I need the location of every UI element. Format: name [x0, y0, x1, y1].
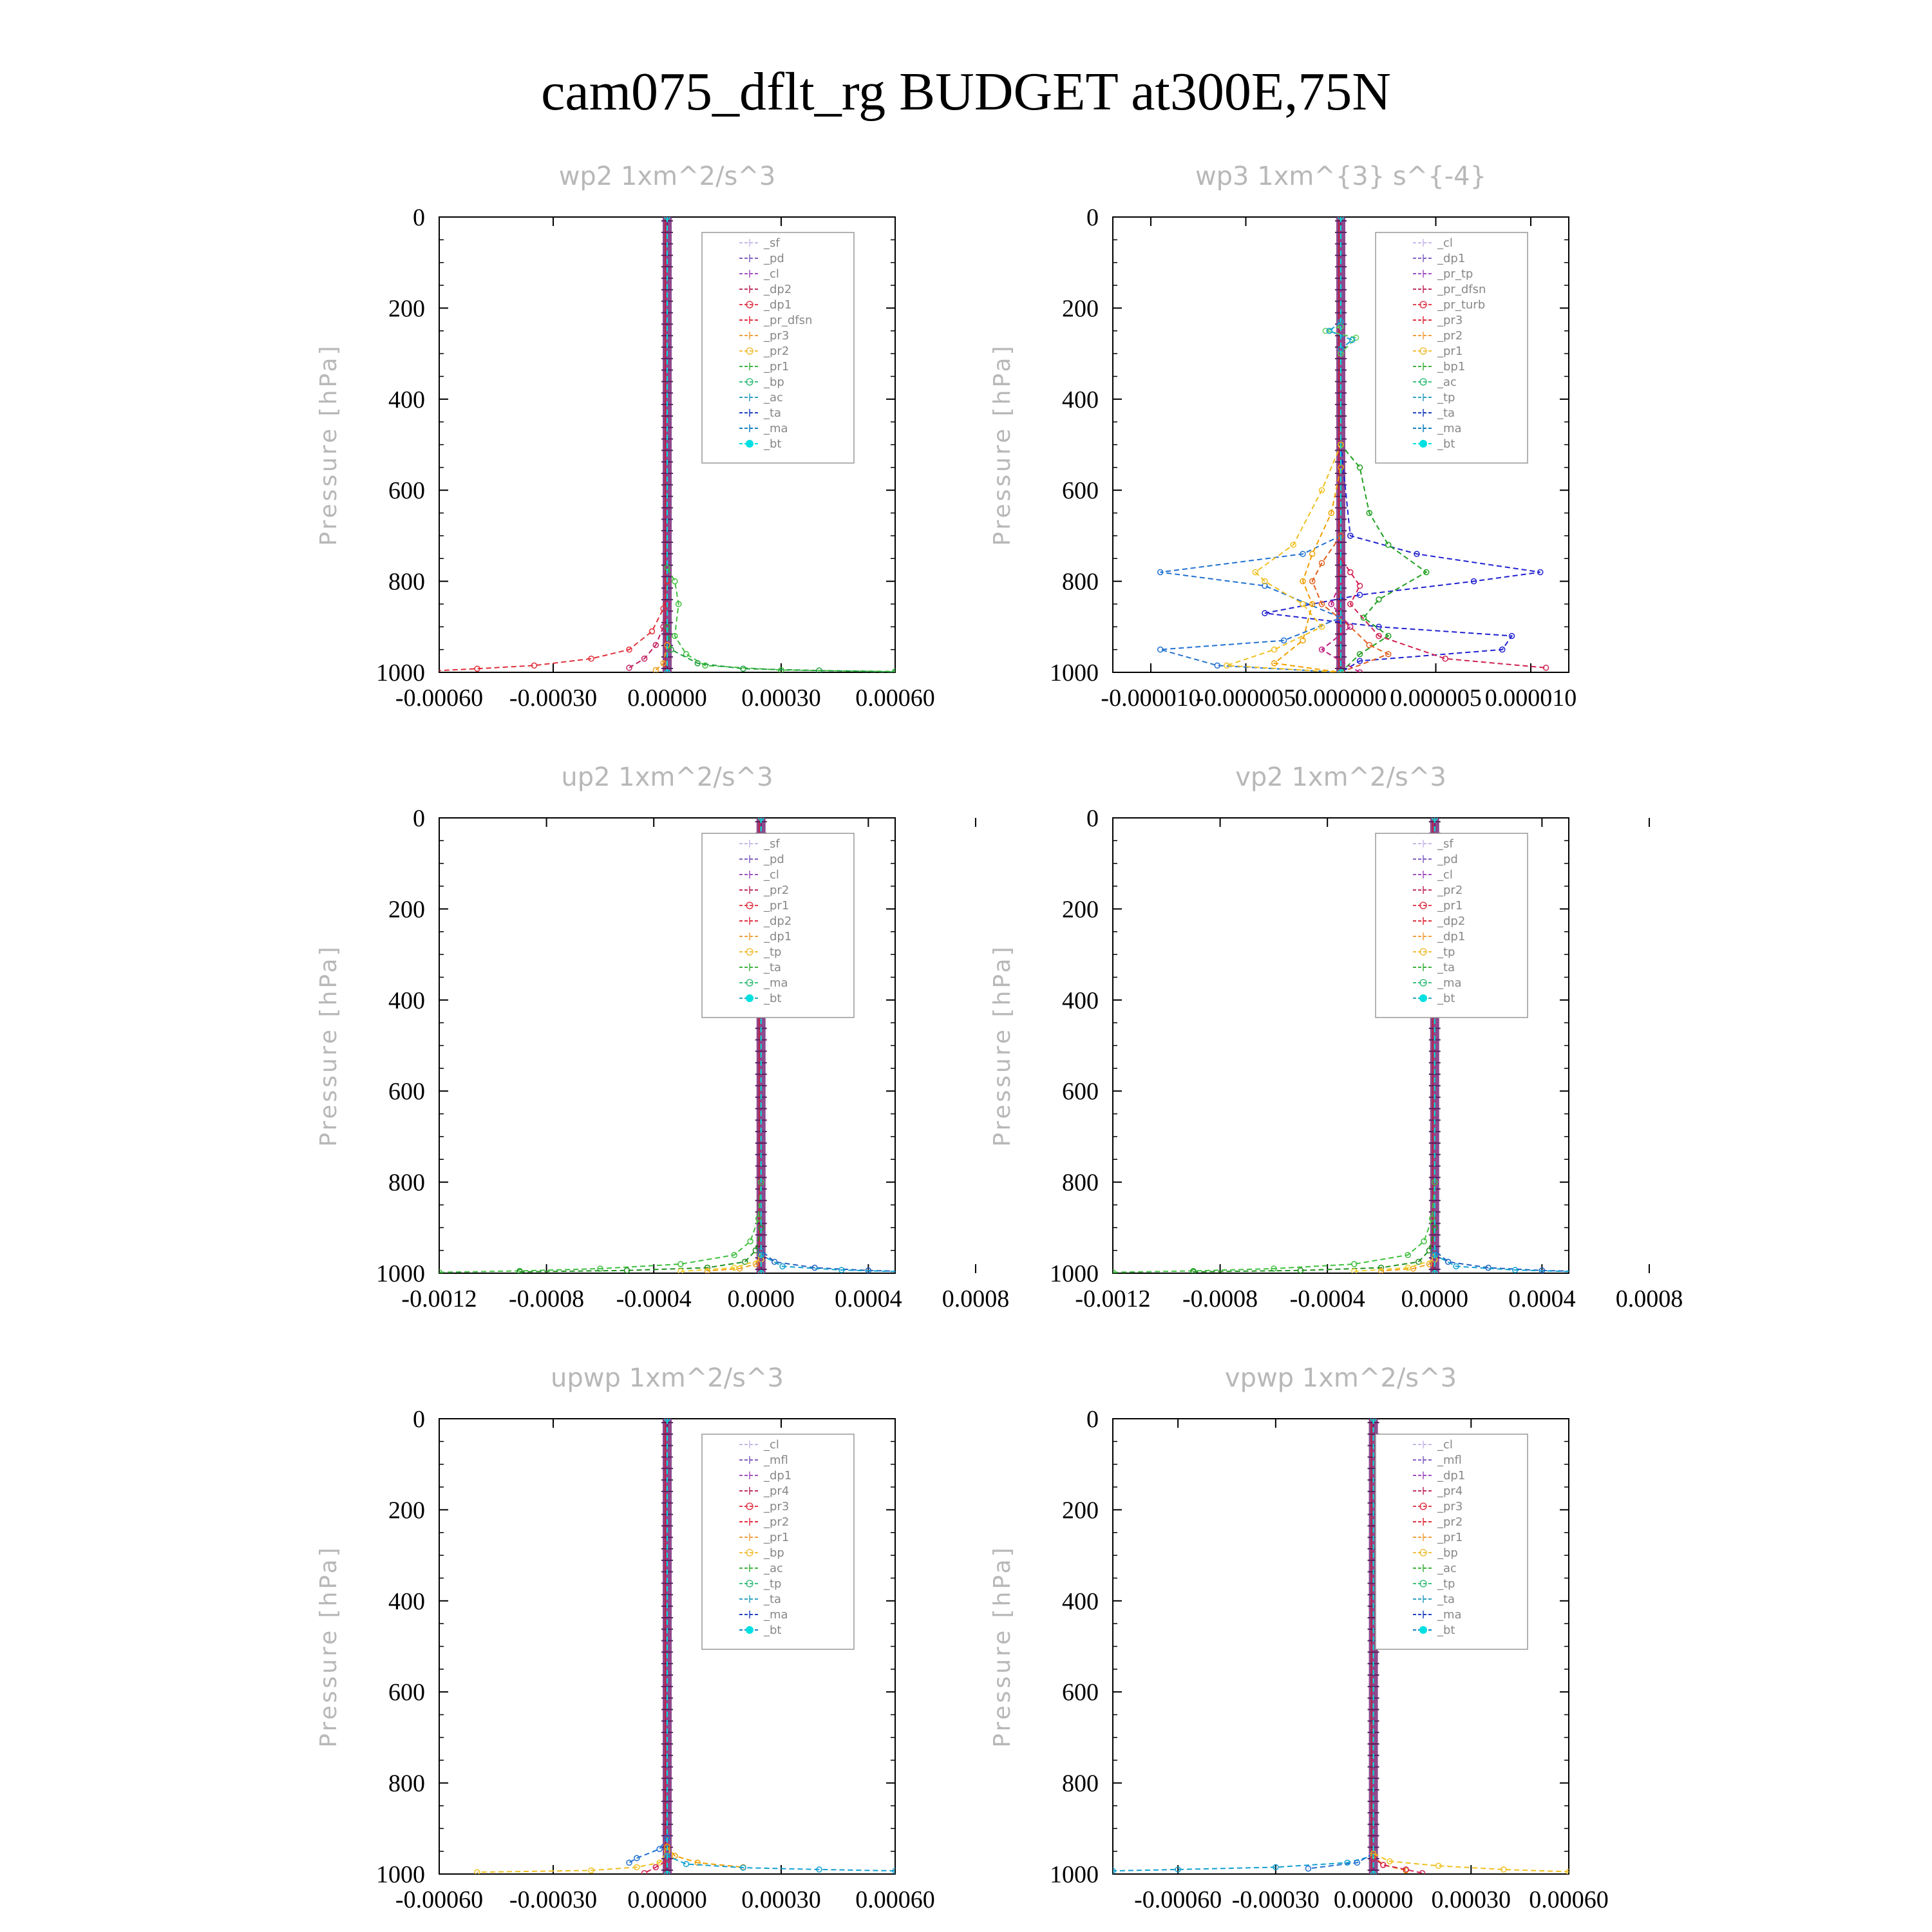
- legend-entry: _bt: [1437, 1624, 1455, 1637]
- x-tick-label: -0.0004: [1289, 1285, 1365, 1312]
- panel-title: wp3 1xm^{3} s^{-4}: [1195, 162, 1487, 191]
- y-tick-label: 0: [413, 805, 425, 832]
- y-tick-label: 200: [1062, 896, 1099, 923]
- x-tick-label: -0.000005: [1195, 685, 1296, 712]
- y-tick-label: 400: [1062, 1587, 1099, 1615]
- x-tick-label: 0.00030: [1431, 1886, 1511, 1913]
- legend-entry: _pr1: [764, 360, 790, 374]
- legend-entry: _bp1: [1437, 360, 1466, 374]
- legend-marker: [1419, 994, 1427, 1002]
- x-tick-label: 0.0004: [835, 1285, 902, 1312]
- legend-entry: _pr1: [764, 899, 790, 913]
- y-tick-label: 0: [413, 204, 425, 231]
- legend-entry: _bp: [1437, 1546, 1458, 1560]
- x-tick-label: -0.00060: [395, 1886, 484, 1913]
- y-tick-label: 200: [1062, 295, 1099, 323]
- series-point-ma: [1593, 1270, 1598, 1275]
- legend-entry: _pr3: [764, 1500, 790, 1513]
- y-tick-label: 1000: [1050, 659, 1099, 687]
- y-tick-label: 200: [1062, 1497, 1099, 1524]
- legend-entry: _ac: [1437, 375, 1457, 389]
- y-tick-label: 600: [1062, 477, 1099, 505]
- legend-entry: _dp1: [1437, 930, 1466, 943]
- legend-entry: _pr4: [764, 1484, 790, 1498]
- series-line-pr1: [1227, 217, 1341, 672]
- y-axis-label: Pressure [hPa]: [316, 343, 342, 546]
- legend-entry: _ta: [764, 1593, 782, 1606]
- y-tick-label: 800: [388, 1169, 425, 1197]
- series-point-pr1: [1272, 647, 1277, 652]
- y-tick-label: 1000: [376, 1260, 425, 1287]
- series-point-pr1: [1300, 601, 1305, 607]
- figure-title: cam075_dflt_rg BUDGET at300E,75N: [541, 62, 1391, 122]
- legend-entry: _tp: [764, 1577, 782, 1591]
- x-tick-label: -0.0004: [616, 1285, 692, 1312]
- x-tick-label: 0.00000: [627, 1886, 707, 1913]
- legend-entry: _pr2: [764, 884, 790, 897]
- y-tick-label: 400: [388, 987, 425, 1014]
- legend-entry: _pr1: [1437, 899, 1463, 913]
- legend-entry: _ac: [1437, 1562, 1457, 1575]
- legend-entry: _tp: [1437, 945, 1455, 959]
- legend-entry: _cl: [764, 1438, 779, 1452]
- legend-entry: _pd: [764, 853, 784, 866]
- y-tick-label: 0: [413, 1406, 425, 1433]
- legend-entry: _ac: [764, 391, 783, 404]
- x-tick-label: 0.000000: [1294, 685, 1387, 712]
- x-tick-label: -0.0008: [509, 1285, 585, 1312]
- x-tick-label: -0.000010: [1101, 685, 1201, 712]
- legend-entry: _ta: [764, 961, 782, 974]
- legend-entry: _pr1: [764, 1531, 790, 1544]
- series-point-tp: [657, 1846, 662, 1852]
- y-tick-label: 1000: [1050, 1260, 1099, 1287]
- series-point-tp: [627, 1860, 632, 1865]
- y-tick-label: 200: [388, 1497, 425, 1524]
- y-tick-label: 800: [1062, 568, 1099, 596]
- legend-entry: _ma: [1437, 1608, 1462, 1622]
- legend-entry: _bt: [764, 437, 782, 451]
- legend-entry: _ma: [764, 976, 788, 990]
- series-point-ma: [920, 1270, 925, 1275]
- chart-panel-5: [316, 1363, 935, 1913]
- series-point-bp1: [1376, 597, 1381, 602]
- series-line-pr2: [477, 1419, 667, 1872]
- legend-entry: _ac: [764, 1562, 783, 1575]
- y-tick-label: 0: [1086, 805, 1099, 832]
- chart-panel-6: [989, 1363, 1609, 1913]
- legend-entry: _dp1: [764, 298, 792, 312]
- chart-panel-1: [316, 162, 935, 712]
- legend-entry: _pr_tp: [1437, 267, 1473, 281]
- legend-entry: _pd: [764, 252, 784, 265]
- legend-entry: _tp: [1437, 391, 1455, 404]
- legend-marker: [1419, 440, 1427, 448]
- x-tick-label: -0.0012: [1075, 1285, 1151, 1312]
- y-tick-label: 1000: [376, 1861, 425, 1888]
- legend-entry: _dp2: [764, 914, 792, 928]
- series-point-pr3: [1367, 643, 1372, 648]
- y-tick-label: 600: [1062, 1679, 1099, 1707]
- legend-marker: [746, 994, 753, 1002]
- x-tick-label: -0.00030: [509, 685, 598, 712]
- legend-entry: _dp1: [764, 1469, 792, 1482]
- series-point-pr_dfsn: [1348, 624, 1353, 629]
- legend-entry: _bp: [764, 1546, 784, 1560]
- legend-entry: _bp: [764, 375, 784, 389]
- legend-entry: _ma: [764, 1608, 788, 1622]
- legend-entry: _pr2: [764, 345, 790, 358]
- series-point-bp1: [1386, 542, 1391, 547]
- x-tick-label: 0.000005: [1390, 685, 1482, 712]
- y-tick-label: 1000: [376, 659, 425, 687]
- y-axis-label: Pressure [hPa]: [316, 944, 342, 1147]
- legend-entry: _pr2: [764, 1515, 790, 1529]
- y-tick-label: 800: [388, 568, 425, 596]
- y-axis-label: Pressure [hPa]: [989, 343, 1016, 546]
- y-tick-label: 600: [1062, 1078, 1099, 1106]
- x-tick-label: 0.00000: [1333, 1886, 1414, 1913]
- y-tick-label: 800: [388, 1770, 425, 1797]
- panel-title: wp2 1xm^2/s^3: [558, 162, 776, 191]
- legend-entry: _cl: [764, 868, 779, 882]
- x-tick-label: 0.00000: [627, 685, 707, 712]
- y-tick-label: 800: [1062, 1169, 1099, 1197]
- legend-entry: _dp1: [1437, 252, 1466, 265]
- legend-entry: _pr1: [1437, 345, 1463, 358]
- legend-entry: _pr_turb: [1437, 298, 1486, 312]
- legend-entry: _dp1: [1437, 1469, 1466, 1482]
- panel-title: upwp 1xm^2/s^3: [551, 1363, 784, 1393]
- legend-entry: _bt: [764, 1624, 782, 1637]
- legend-entry: _pr1: [1437, 1531, 1463, 1544]
- series-line-tp: [1308, 1419, 1373, 1869]
- legend-entry: _dp1: [764, 930, 792, 943]
- x-tick-label: 0.0000: [727, 1285, 795, 1312]
- legend-entry: _pr3: [1437, 314, 1463, 327]
- legend-marker: [1419, 1626, 1427, 1634]
- legend-entry: _ta: [1437, 406, 1455, 420]
- panel-title: up2 1xm^2/s^3: [561, 762, 773, 792]
- legend-entry: _pd: [1437, 853, 1458, 866]
- x-tick-label: 0.0008: [942, 1285, 1010, 1312]
- x-tick-label: 0.0008: [1615, 1285, 1683, 1312]
- y-tick-label: 400: [1062, 987, 1099, 1014]
- x-tick-label: 0.00030: [741, 685, 821, 712]
- panel-title: vp2 1xm^2/s^3: [1235, 762, 1446, 792]
- legend-entry: _bt: [1437, 992, 1455, 1005]
- series-point-ma: [684, 1861, 689, 1866]
- y-tick-label: 600: [388, 1078, 425, 1106]
- legend-entry: _mfl: [764, 1454, 788, 1467]
- legend-entry: _ta: [1437, 961, 1455, 974]
- y-tick-label: 400: [1062, 386, 1099, 413]
- legend-entry: _pr3: [1437, 1500, 1463, 1513]
- legend-entry: _bt: [764, 992, 782, 1005]
- legend-entry: _pr2: [1437, 1515, 1463, 1529]
- series-point-tp: [920, 1269, 925, 1274]
- legend-entry: _ta: [764, 406, 782, 420]
- legend-entry: _sf: [1437, 837, 1454, 851]
- y-tick-label: 0: [1086, 1406, 1099, 1433]
- y-tick-label: 200: [388, 295, 425, 323]
- legend-entry: _pr4: [1437, 1484, 1463, 1498]
- x-tick-label: -0.0008: [1182, 1285, 1258, 1312]
- y-tick-label: 800: [1062, 1770, 1099, 1797]
- x-tick-label: -0.00030: [509, 1886, 598, 1913]
- legend-entry: _sf: [764, 837, 780, 851]
- series-point-tp: [1593, 1269, 1598, 1274]
- panel-title: vpwp 1xm^2/s^3: [1224, 1363, 1457, 1393]
- series-point-bp: [672, 579, 677, 584]
- x-tick-label: 0.00030: [741, 1886, 821, 1913]
- legend-entry: _cl: [1437, 868, 1453, 882]
- legend-entry: _pr_dfsn: [764, 314, 813, 327]
- legend-entry: _ma: [1437, 976, 1462, 990]
- chart-panel-3: [316, 762, 1009, 1312]
- legend-entry: _pr3: [764, 329, 790, 343]
- legend-entry: _cl: [1437, 236, 1453, 250]
- legend-entry: _dp2: [764, 283, 792, 296]
- panels: [316, 162, 1683, 1913]
- chart-panel-2: [989, 162, 1577, 712]
- legend-entry: _tp: [1437, 1577, 1455, 1591]
- x-tick-label: 0.00060: [855, 1886, 935, 1913]
- y-axis-label: Pressure [hPa]: [316, 1545, 342, 1748]
- legend-entry: _dp2: [1437, 914, 1466, 928]
- y-tick-label: 400: [388, 1587, 425, 1615]
- legend-entry: _cl: [764, 267, 779, 281]
- x-tick-label: -0.00060: [1134, 1886, 1222, 1913]
- legend-entry: _ma: [1437, 422, 1462, 435]
- series-point-dp1: [649, 629, 654, 634]
- legend-marker: [746, 1626, 753, 1634]
- series-line-dp1: [431, 217, 667, 671]
- y-axis-label: Pressure [hPa]: [989, 944, 1016, 1147]
- series-point-dp1: [642, 1871, 647, 1876]
- legend-entry: _pr2: [1437, 884, 1463, 897]
- x-tick-label: 0.00060: [1529, 1886, 1609, 1913]
- legend-entry: _ta: [1437, 1593, 1455, 1606]
- series-point-dp1: [1358, 583, 1363, 589]
- legend-entry: _pr_dfsn: [1437, 283, 1486, 296]
- x-tick-label: 0.0004: [1508, 1285, 1576, 1312]
- y-tick-label: 200: [388, 896, 425, 923]
- legend-entry: _bt: [1437, 437, 1455, 451]
- series-point-bp1: [1358, 465, 1363, 470]
- y-axis-label: Pressure [hPa]: [989, 1545, 1016, 1748]
- series-line-ma: [1113, 1419, 1374, 1871]
- y-tick-label: 1000: [1050, 1861, 1099, 1888]
- y-tick-label: 600: [388, 477, 425, 505]
- legend-entry: _pr2: [1437, 329, 1463, 343]
- legend-marker: [746, 440, 753, 448]
- x-tick-label: -0.00030: [1231, 1886, 1320, 1913]
- series-point-dp1: [1348, 569, 1353, 574]
- legend-entry: _cl: [1437, 1438, 1453, 1452]
- legend-entry: _mfl: [1437, 1454, 1462, 1467]
- legend-entry: _ma: [764, 422, 788, 435]
- y-tick-label: 0: [1086, 204, 1099, 231]
- series-point-dp1: [429, 668, 434, 674]
- y-tick-label: 400: [388, 386, 425, 413]
- x-tick-label: -0.00060: [395, 685, 484, 712]
- y-tick-label: 600: [388, 1679, 425, 1707]
- x-tick-label: 0.00060: [855, 685, 935, 712]
- x-tick-label: 0.000010: [1484, 685, 1577, 712]
- x-tick-label: 0.0000: [1401, 1285, 1469, 1312]
- x-tick-label: -0.0012: [401, 1285, 477, 1312]
- legend-entry: _sf: [764, 236, 780, 250]
- legend-entry: _tp: [764, 945, 782, 959]
- chart-panel-4: [989, 762, 1683, 1312]
